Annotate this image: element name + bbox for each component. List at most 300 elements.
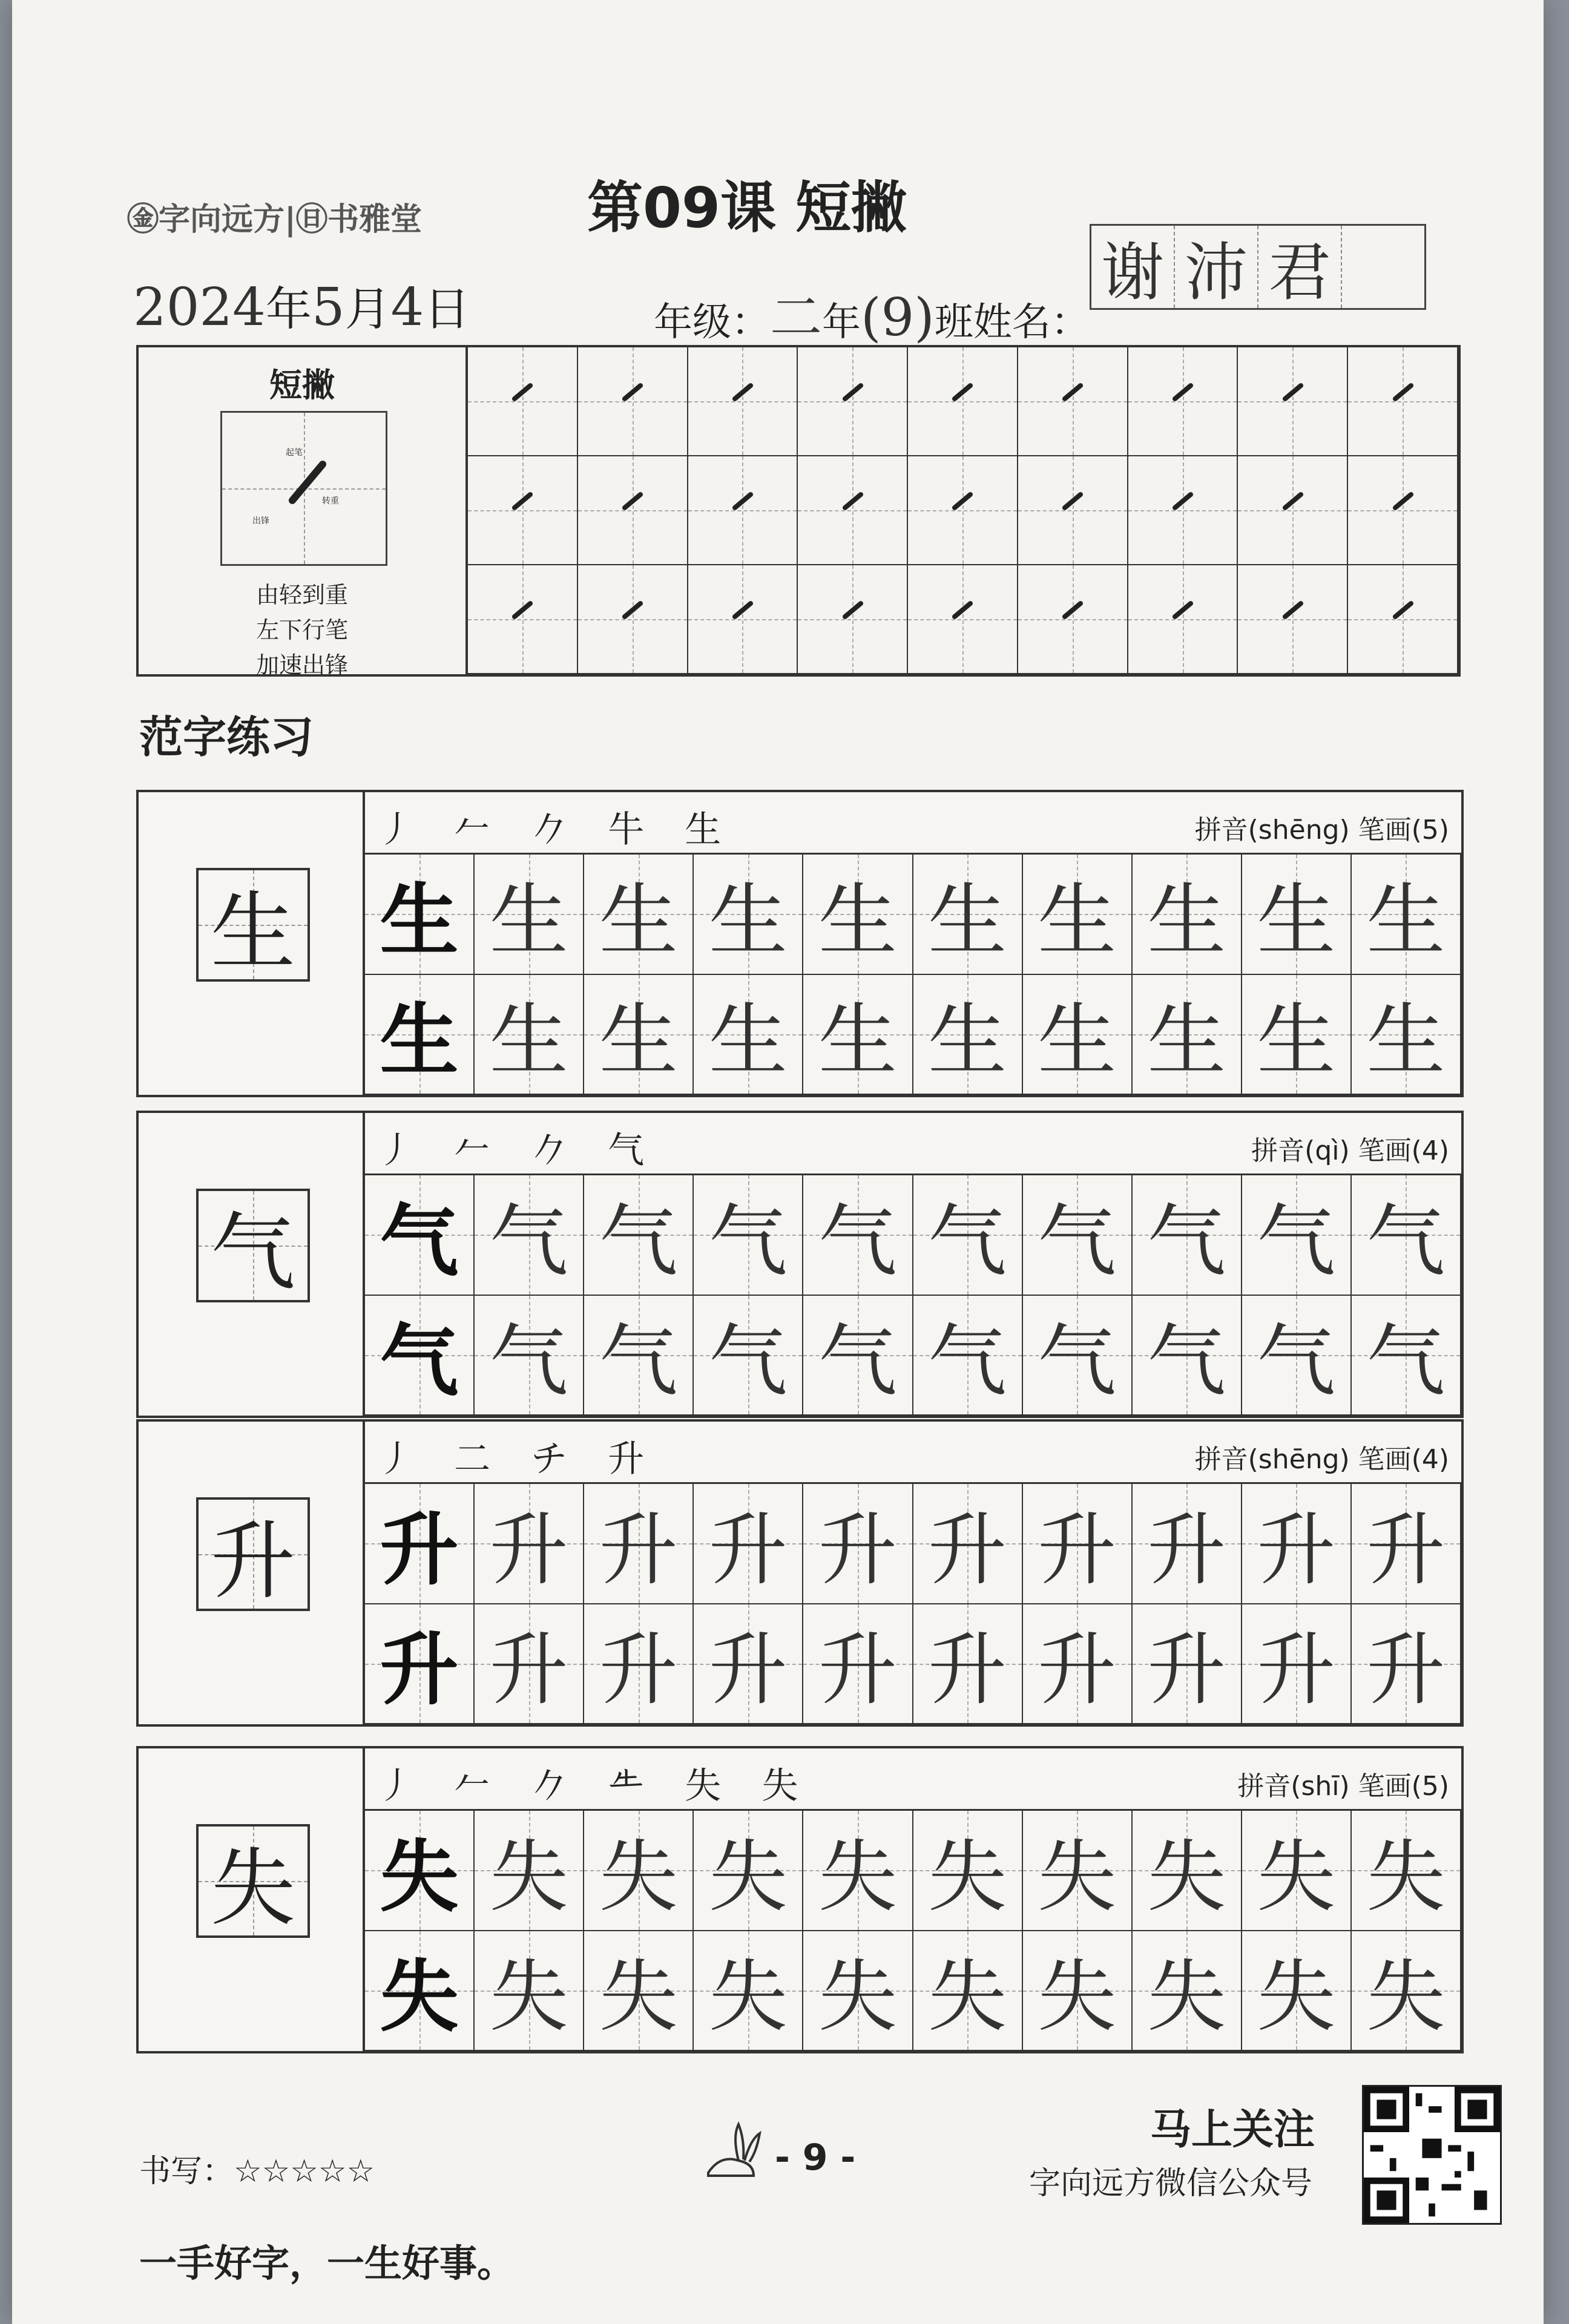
handwritten-character: 升	[708, 1503, 788, 1596]
handwritten-character: 升	[599, 1624, 678, 1716]
stroke-practice-cell	[1348, 347, 1458, 456]
stroke-practice-cell	[1128, 565, 1238, 674]
handwritten-character: 气	[380, 1315, 459, 1408]
practice-area	[365, 1422, 1461, 1724]
handwritten-pie-stroke	[621, 491, 643, 511]
writing-cell	[803, 1604, 913, 1725]
handwritten-character: 生	[599, 994, 678, 1087]
handwritten-pie-stroke	[1281, 382, 1304, 402]
handwritten-character: 失	[489, 1830, 568, 1923]
character-meta	[1237, 1764, 1449, 1803]
practice-area	[365, 1113, 1461, 1416]
writing-cell	[913, 975, 1023, 1095]
pinyin-value: (shī)	[1291, 1771, 1350, 1802]
handwritten-pie-stroke	[731, 382, 754, 402]
pinyin-label: 拼音	[1237, 1771, 1291, 1802]
demo-label: 转重	[322, 496, 339, 506]
writing-cell	[694, 1175, 803, 1296]
handwritten-character: 升	[1147, 1503, 1226, 1596]
character-block	[136, 1746, 1464, 2053]
writing-cell	[803, 975, 913, 1095]
character-meta	[1195, 808, 1449, 847]
handwritten-pie-stroke	[1392, 600, 1414, 620]
date-year-label: 年	[265, 282, 312, 336]
writing-cell	[584, 1175, 694, 1296]
model-character-box	[196, 1189, 310, 1302]
writing-grid	[365, 1175, 1461, 1416]
handwritten-character: 失	[489, 1951, 568, 2043]
writing-cell	[1023, 1931, 1133, 2052]
rating-label: 书写：	[139, 2153, 234, 2190]
stroke-practice-cell	[908, 456, 1018, 565]
stroke-practice-cell	[1238, 456, 1348, 565]
qr-code-icon	[1362, 2085, 1502, 2225]
handwritten-character: 升	[1257, 1503, 1336, 1596]
strokes-label: 笔画	[1358, 1444, 1412, 1475]
handwritten-character: 升	[928, 1503, 1007, 1596]
stroke-tip: 加速出锋	[255, 652, 348, 678]
handwritten-character: 失	[1147, 1951, 1226, 2043]
writing-cell	[584, 1811, 694, 1931]
stroke-practice-block	[136, 345, 1461, 677]
writing-cell	[1242, 975, 1352, 1095]
handwritten-character: 升	[380, 1503, 459, 1596]
writing-cell	[365, 1931, 475, 2052]
writing-cell	[1242, 1604, 1352, 1725]
handwritten-character: 生	[599, 874, 678, 967]
handwritten-character: 升	[1366, 1503, 1446, 1596]
stroke-practice-cell	[688, 456, 798, 565]
handwritten-pie-stroke	[1281, 491, 1304, 511]
handwritten-pie-stroke	[841, 382, 864, 402]
handwritten-character: 升	[1147, 1624, 1226, 1716]
demo-label: 出锋	[252, 516, 269, 526]
character-info	[365, 1113, 1461, 1175]
stroke-order: 丿 二 チ 升	[377, 1438, 659, 1480]
handwritten-character: 气	[1366, 1195, 1446, 1287]
handwritten-pie-stroke	[1061, 491, 1084, 511]
rating	[139, 2145, 375, 2191]
handwritten-character: 生	[1366, 874, 1446, 967]
handwritten-pie-stroke	[1281, 600, 1304, 620]
practice-area	[365, 792, 1461, 1095]
date-day-label: 日	[424, 282, 470, 336]
model-character-panel	[139, 1422, 365, 1724]
slogan: 一手好字，一生好事。	[139, 2241, 515, 2285]
handwritten-pie-stroke	[621, 600, 643, 620]
model-character: 生	[210, 882, 295, 982]
handwritten-character: 升	[599, 1503, 678, 1596]
writing-cell	[475, 1931, 584, 2052]
handwritten-pie-stroke	[511, 491, 534, 511]
writing-cell	[1133, 1604, 1242, 1725]
name-char: 沛	[1175, 226, 1258, 308]
stroke-practice-cell	[798, 565, 908, 674]
handwritten-pie-stroke	[952, 382, 974, 402]
writing-cell	[1352, 1931, 1461, 2052]
handwritten-character: 气	[1038, 1195, 1117, 1287]
writing-cell	[1133, 1484, 1242, 1604]
follow-label: 马上关注	[1150, 2106, 1315, 2154]
handwritten-pie-stroke	[1392, 382, 1414, 402]
handwritten-character: 生	[1257, 874, 1336, 967]
stroke-practice-cell	[1018, 347, 1128, 456]
strokes-label: 笔画	[1358, 1771, 1412, 1802]
writing-cell	[1023, 1296, 1133, 1416]
model-character-panel	[139, 1113, 365, 1416]
writing-grid	[365, 1811, 1461, 2051]
handwritten-character: 失	[928, 1951, 1007, 2043]
stroke-tip: 左下行笔	[255, 617, 348, 643]
writing-cell	[584, 975, 694, 1095]
pinyin-label: 拼音	[1251, 1135, 1305, 1166]
handwritten-pie-stroke	[511, 600, 534, 620]
writing-cell	[1023, 1175, 1133, 1296]
writing-cell	[475, 975, 584, 1095]
stroke-practice-cell	[468, 456, 578, 565]
handwritten-character: 生	[818, 994, 897, 1087]
handwritten-character: 生	[708, 874, 788, 967]
strokes-label: 笔画	[1358, 815, 1412, 845]
strokes-value: (5)	[1411, 1771, 1449, 1802]
handwritten-character: 生	[1038, 874, 1117, 967]
writing-cell	[1133, 975, 1242, 1095]
stroke-tip: 由轻到重	[255, 582, 348, 608]
writing-cell	[584, 1604, 694, 1725]
writing-cell	[584, 1296, 694, 1416]
handwritten-pie-stroke	[621, 382, 643, 402]
rating-stars-icon: ☆☆☆☆☆	[234, 2153, 375, 2190]
writing-cell	[1352, 855, 1461, 975]
writing-cell	[365, 1175, 475, 1296]
writing-cell	[1242, 1931, 1352, 2052]
handwritten-pie-stroke	[1392, 491, 1414, 511]
date-month-label: 月	[344, 282, 391, 336]
writing-cell	[1023, 1484, 1133, 1604]
handwritten-pie-stroke	[731, 600, 754, 620]
handwritten-character: 气	[599, 1195, 678, 1287]
handwritten-character: 生	[1257, 994, 1336, 1087]
model-character: 升	[210, 1512, 295, 1611]
stroke-demo-grid	[220, 411, 387, 566]
handwritten-pie-stroke	[1061, 382, 1084, 402]
name-char	[1342, 226, 1424, 308]
model-character-box	[196, 1824, 310, 1938]
handwritten-character: 失	[928, 1830, 1007, 1923]
handwritten-character: 升	[818, 1624, 897, 1716]
handwritten-character: 升	[928, 1624, 1007, 1716]
writing-cell	[913, 855, 1023, 975]
handwritten-character: 失	[599, 1830, 678, 1923]
handwritten-character: 升	[1038, 1503, 1117, 1596]
name-char: 谢	[1091, 226, 1175, 308]
writing-cell	[694, 975, 803, 1095]
writing-cell	[913, 1931, 1023, 2052]
handwritten-character: 升	[489, 1503, 568, 1596]
pinyin-value: (shēng)	[1248, 1444, 1350, 1475]
handwritten-character: 生	[489, 994, 568, 1087]
handwritten-character: 气	[380, 1195, 459, 1287]
handwritten-pie-stroke	[952, 600, 974, 620]
date-year: 2024	[133, 277, 266, 338]
writing-cell	[694, 1296, 803, 1416]
writing-cell	[1023, 1811, 1133, 1931]
stroke-practice-cell	[688, 347, 798, 456]
handwritten-pie-stroke	[511, 382, 534, 402]
handwritten-character: 失	[1038, 1830, 1117, 1923]
writing-cell	[694, 1604, 803, 1725]
grade-label: 年级：	[654, 300, 770, 345]
name-box	[1090, 224, 1426, 310]
strokes-value: (5)	[1411, 815, 1449, 845]
writing-cell	[365, 1484, 475, 1604]
writing-cell	[803, 1296, 913, 1416]
pinyin-value: (shēng)	[1248, 815, 1350, 845]
character-info	[365, 792, 1461, 855]
stroke-practice-cell	[908, 347, 1018, 456]
writing-cell	[1023, 855, 1133, 975]
writing-cell	[694, 1484, 803, 1604]
handwritten-character: 气	[599, 1315, 678, 1408]
writing-cell	[1242, 1811, 1352, 1931]
writing-cell	[1352, 1484, 1461, 1604]
grade-line	[654, 275, 1090, 350]
pinyin-label: 拼音	[1194, 1444, 1248, 1475]
handwritten-character: 升	[708, 1624, 788, 1716]
handwritten-character: 失	[1257, 1830, 1336, 1923]
stroke-practice-cell	[798, 347, 908, 456]
stroke-practice-cell	[1238, 565, 1348, 674]
handwritten-character: 气	[1366, 1315, 1446, 1408]
model-character-box	[196, 868, 310, 982]
stroke-order: 丿 𠂉 𠂊 𠂒 失 失	[377, 1765, 813, 1807]
character-block	[136, 1419, 1464, 1727]
handwritten-character: 失	[1147, 1830, 1226, 1923]
writing-cell	[475, 1296, 584, 1416]
handwritten-pie-stroke	[841, 600, 864, 620]
handwritten-character: 气	[1257, 1195, 1336, 1287]
handwritten-character: 失	[599, 1951, 678, 2043]
brand-logo: ㊎字向远方|㊐书雅堂	[127, 202, 422, 238]
writing-cell	[475, 855, 584, 975]
handwritten-character: 生	[489, 874, 568, 967]
writing-cell	[913, 1811, 1023, 1931]
date-day: 4	[390, 277, 424, 338]
handwritten-character: 失	[708, 1951, 788, 2043]
stroke-practice-cell	[468, 347, 578, 456]
character-info	[365, 1422, 1461, 1484]
stroke-title: 短撇	[269, 366, 335, 404]
stroke-demo	[139, 347, 468, 678]
practice-area	[365, 1748, 1461, 2051]
class-value: (9)	[861, 287, 935, 348]
grade-unit: 年	[822, 300, 861, 345]
handwritten-character: 失	[708, 1830, 788, 1923]
handwritten-character: 生	[1147, 994, 1226, 1087]
stroke-practice-grid	[468, 347, 1458, 674]
handwritten-character: 生	[1147, 874, 1226, 967]
writing-cell	[694, 1931, 803, 2052]
writing-cell	[1133, 1296, 1242, 1416]
pinyin-label: 拼音	[1194, 815, 1248, 845]
writing-cell	[584, 1484, 694, 1604]
model-character: 气	[210, 1203, 295, 1302]
writing-cell	[475, 1604, 584, 1725]
writing-cell	[475, 1811, 584, 1931]
strokes-value: (4)	[1411, 1444, 1449, 1475]
writing-cell	[913, 1175, 1023, 1296]
handwritten-pie-stroke	[1171, 491, 1194, 511]
handwritten-character: 生	[928, 874, 1007, 967]
handwritten-character: 气	[818, 1195, 897, 1287]
writing-cell	[1133, 1931, 1242, 2052]
model-character: 失	[210, 1839, 295, 1938]
page-number	[702, 2136, 855, 2179]
writing-cell	[1352, 1604, 1461, 1725]
stroke-practice-cell	[1348, 565, 1458, 674]
writing-cell	[694, 855, 803, 975]
stroke-practice-cell	[578, 565, 688, 674]
stroke-practice-cell	[578, 456, 688, 565]
stroke-practice-cell	[688, 565, 798, 674]
writing-cell	[913, 1296, 1023, 1416]
writing-cell	[803, 1175, 913, 1296]
page-number-text: - 9 -	[775, 2136, 856, 2179]
name-label: 姓名：	[973, 300, 1090, 345]
character-meta	[1195, 1437, 1449, 1476]
handwritten-pie-stroke	[841, 491, 864, 511]
writing-cell	[1352, 975, 1461, 1095]
stroke-practice-cell	[1018, 456, 1128, 565]
handwritten-character: 失	[818, 1951, 897, 2043]
stroke-practice-cell	[1018, 565, 1128, 674]
handwritten-character: 气	[708, 1195, 788, 1287]
writing-cell	[1352, 1296, 1461, 1416]
writing-cell	[803, 855, 913, 975]
writing-cell	[803, 1484, 913, 1604]
stroke-practice-cell	[578, 347, 688, 456]
handwritten-character: 气	[1257, 1315, 1336, 1408]
handwritten-pie-stroke	[731, 491, 754, 511]
handwritten-character: 气	[818, 1315, 897, 1408]
stroke-practice-cell	[1128, 347, 1238, 456]
writing-cell	[913, 1604, 1023, 1725]
character-meta	[1251, 1129, 1449, 1167]
writing-cell	[584, 1931, 694, 2052]
character-block	[136, 1111, 1464, 1418]
model-character-panel	[139, 792, 365, 1095]
wechat-label: 字向远方微信公众号	[1029, 2165, 1313, 2202]
stroke-practice-cell	[908, 565, 1018, 674]
handwritten-character: 升	[1257, 1624, 1336, 1716]
handwritten-character: 气	[928, 1195, 1007, 1287]
writing-grid	[365, 855, 1461, 1095]
stroke-practice-cell	[468, 565, 578, 674]
writing-cell	[1023, 1604, 1133, 1725]
date-month: 5	[311, 277, 345, 338]
demo-label: 起笔	[286, 448, 303, 458]
stroke-tips	[139, 577, 465, 683]
stroke-practice-cell	[798, 456, 908, 565]
handwritten-pie-stroke	[1061, 600, 1084, 620]
handwritten-character: 生	[928, 994, 1007, 1087]
handwritten-character: 气	[489, 1195, 568, 1287]
handwritten-character: 气	[1147, 1315, 1226, 1408]
handwritten-character: 气	[1038, 1315, 1117, 1408]
writing-cell	[475, 1175, 584, 1296]
writing-cell	[803, 1931, 913, 2052]
name-char: 君	[1258, 226, 1342, 308]
handwritten-character: 失	[1366, 1830, 1446, 1923]
writing-cell	[1242, 1484, 1352, 1604]
writing-cell	[365, 855, 475, 975]
stroke-practice-cell	[1238, 347, 1348, 456]
handwritten-pie-stroke	[1171, 600, 1194, 620]
handwritten-character: 气	[1147, 1195, 1226, 1287]
strokes-label: 笔画	[1358, 1135, 1412, 1166]
writing-cell	[365, 1296, 475, 1416]
writing-cell	[1352, 1175, 1461, 1296]
handwritten-character: 失	[380, 1951, 459, 2043]
writing-cell	[913, 1484, 1023, 1604]
writing-cell	[1242, 855, 1352, 975]
handwritten-character: 升	[489, 1624, 568, 1716]
writing-cell	[365, 975, 475, 1095]
handwritten-character: 升	[380, 1624, 459, 1716]
writing-cell	[803, 1811, 913, 1931]
date-line	[133, 272, 470, 338]
handwritten-pie-stroke	[1171, 382, 1194, 402]
handwritten-character: 气	[489, 1315, 568, 1408]
model-character-box	[196, 1497, 310, 1611]
model-character-panel	[139, 1748, 365, 2051]
writing-cell	[365, 1604, 475, 1725]
handwritten-character: 失	[1366, 1951, 1446, 2043]
writing-cell	[1352, 1811, 1461, 1931]
writing-cell	[475, 1484, 584, 1604]
handwritten-character: 气	[708, 1315, 788, 1408]
character-block	[136, 790, 1464, 1097]
handwritten-character: 生	[1038, 994, 1117, 1087]
character-info	[365, 1748, 1461, 1811]
strokes-value: (4)	[1411, 1135, 1449, 1166]
stroke-order: 丿 𠂉 𠂊 气	[377, 1129, 659, 1172]
section-title: 范字练习	[139, 712, 314, 763]
handwritten-character: 气	[928, 1315, 1007, 1408]
writing-cell	[1242, 1175, 1352, 1296]
handwritten-character: 生	[818, 874, 897, 967]
stroke-order: 丿 𠂉 𠂊 牛 生	[377, 809, 736, 851]
grade-value: 二	[770, 287, 822, 348]
handwritten-character: 生	[380, 994, 459, 1087]
stroke-practice-cell	[1128, 456, 1238, 565]
writing-cell	[1023, 975, 1133, 1095]
handwritten-pie-stroke	[952, 491, 974, 511]
handwritten-character: 失	[1257, 1951, 1336, 2043]
writing-cell	[365, 1811, 475, 1931]
lesson-title: 第09课 短撇	[587, 176, 907, 240]
writing-cell	[584, 855, 694, 975]
handwritten-character: 升	[1038, 1624, 1117, 1716]
worksheet-page	[12, 0, 1544, 2324]
stroke-practice-cell	[1348, 456, 1458, 565]
writing-grid	[365, 1484, 1461, 1724]
handwritten-character: 失	[818, 1830, 897, 1923]
handwritten-character: 生	[708, 994, 788, 1087]
pinyin-value: (qì)	[1304, 1135, 1350, 1166]
writing-cell	[1133, 1175, 1242, 1296]
writing-cell	[694, 1811, 803, 1931]
